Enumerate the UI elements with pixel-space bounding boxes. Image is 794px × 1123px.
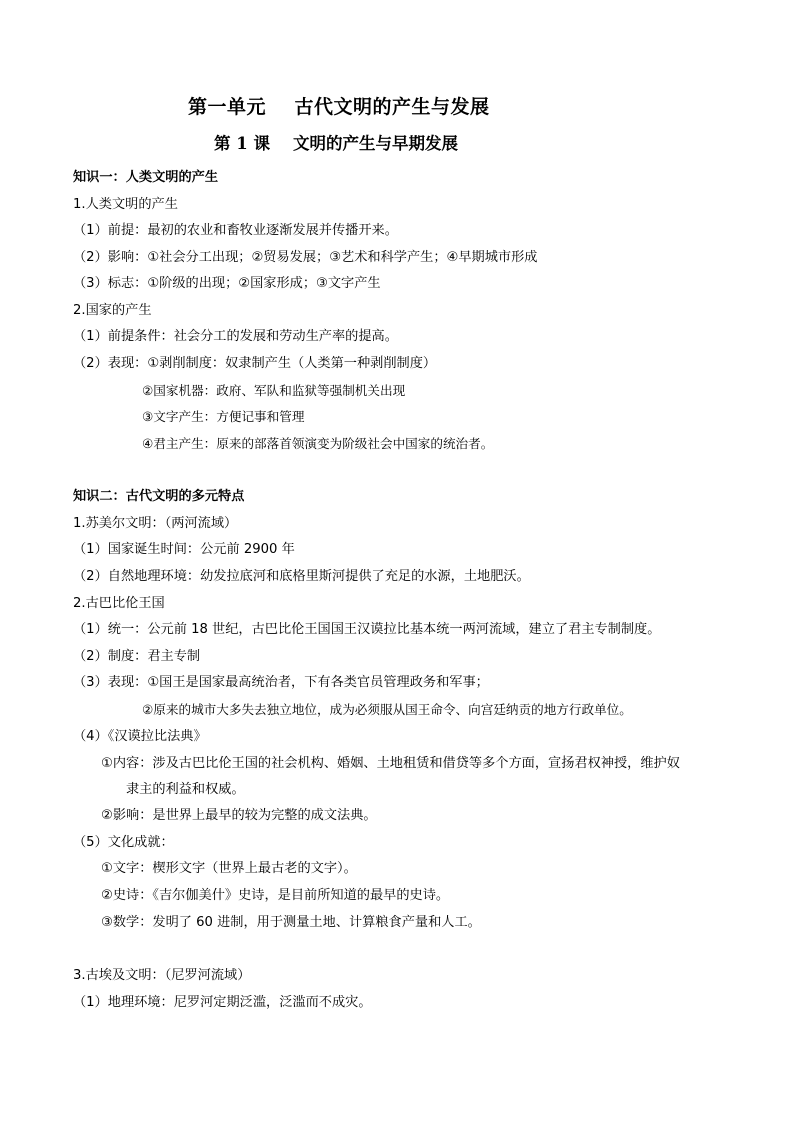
text-line: ③文字产生：方便记事和管理 — [142, 409, 305, 424]
text-line: ②原来的城市大多失去独立地位，成为必须服从国王命令、向宫廷纳贡的地方行政单位。 — [142, 702, 632, 717]
text-line: （1）国家诞生时间：公元前 2900 年 — [73, 542, 295, 557]
paragraph-heading: 1.人类文明的产生 — [73, 197, 178, 212]
text-line: ②影响：是世界上最早的较为完整的成文法典。 — [101, 808, 377, 823]
unit-title: 第一单元 古代文明的产生与发展 — [188, 96, 490, 118]
text-line: ①内容：涉及古巴比伦王国的社会机构、婚姻、土地租赁和借贷等多个方面，宣扬君权神授，维护奴 — [101, 756, 680, 771]
text-line: （4）《汉谟拉比法典》 — [73, 729, 207, 744]
text-line: ①文字：楔形文字（世界上最古老的文字）。 — [101, 861, 357, 876]
paragraph-heading: 2.古巴比伦王国 — [73, 596, 165, 611]
text-line: （1）前提条件：社会分工的发展和劳动生产率的提高。 — [73, 329, 398, 344]
text-line: （2）影响：①社会分工出现；②贸易发展；③艺术和科学产生；④早期城市形成 — [73, 250, 538, 265]
text-line: （3）表现：①国王是国家最高统治者，下有各类官员管理政务和军事； — [73, 675, 489, 690]
text-line: （1）统一：公元前 18 世纪，古巴比伦王国国王汉谟拉比基本统一两河流域，建立了君主专制制度。 — [73, 622, 661, 637]
paragraph-heading: 1.苏美尔文明：（两河流域） — [73, 516, 238, 531]
text-line: （1）前提：最初的农业和畜牧业逐渐发展并传播开来。 — [73, 223, 398, 238]
text-line: （3）标志：①阶级的出现；②国家形成；③文字产生 — [73, 276, 381, 291]
paragraph-heading: 3.古埃及文明：（尼罗河流域） — [73, 968, 251, 983]
text-line: ④君主产生：原来的部落首领演变为阶级社会中国家的统治者。 — [142, 436, 494, 451]
section-heading-2: 知识二：古代文明的多元特点 — [73, 489, 245, 504]
text-line: （5）文化成就： — [73, 835, 174, 850]
text-line: ③数学：发明了 60 进制，用于测量土地、计算粮食产量和人工。 — [101, 915, 481, 930]
text-line: （2）表现：①剥削制度：奴隶制产生（人类第一种剥削制度） — [73, 356, 437, 371]
lesson-title: 第 1 课 文明的产生与早期发展 — [214, 134, 458, 153]
text-line: （1）地理环境：尼罗河定期泛滥，泛滥而不成灾。 — [73, 995, 372, 1010]
section-heading-1: 知识一：人类文明的产生 — [73, 170, 219, 185]
paragraph-heading: 2.国家的产生 — [73, 303, 152, 318]
text-line: （2）自然地理环境：幼发拉底河和底格里斯河提供了充足的水源，土地肥沃。 — [73, 569, 530, 584]
text-line: ②史诗：《吉尔伽美什》史诗，是目前所知道的最早的史诗。 — [101, 888, 450, 903]
text-line: ②国家机器：政府、军队和监狱等强制机关出现 — [142, 383, 406, 398]
text-line: （2）制度：君主专制 — [73, 649, 201, 664]
text-line: 隶主的利益和权威。 — [126, 782, 245, 797]
